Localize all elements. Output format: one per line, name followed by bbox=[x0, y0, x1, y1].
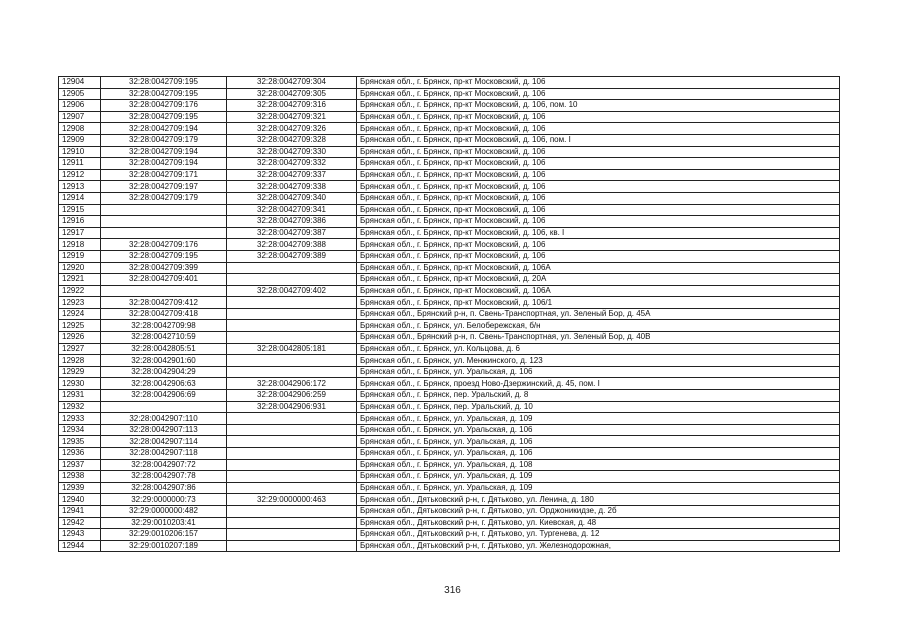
cell-row-number: 12906 bbox=[59, 100, 101, 112]
cell-row-number: 12933 bbox=[59, 413, 101, 425]
cell-cadastral-number: 32:28:0042709:195 bbox=[101, 77, 227, 89]
table-row bbox=[59, 482, 840, 494]
cell-related-cadastral-number bbox=[227, 471, 357, 483]
cell-related-cadastral-number: 32:28:0042709:389 bbox=[227, 250, 357, 262]
cell-address: Брянская обл., г. Брянск, пр-кт Московский, д. 106 bbox=[357, 77, 840, 89]
cell-related-cadastral-number: 32:28:0042709:387 bbox=[227, 227, 357, 239]
cell-row-number: 12914 bbox=[59, 192, 101, 204]
cell-address: Брянская обл., г. Брянск, пр-кт Московский, д. 106 bbox=[357, 111, 840, 123]
cell-address: Брянская обл., г. Брянск, пр-кт Московский, д. 106 bbox=[357, 169, 840, 181]
table-row bbox=[59, 517, 840, 529]
cell-cadastral-number: 32:28:0042709:195 bbox=[101, 111, 227, 123]
cell-row-number: 12920 bbox=[59, 262, 101, 274]
cell-cadastral-number: 32:28:0042906:69 bbox=[101, 390, 227, 402]
cell-related-cadastral-number: 32:28:0042709:337 bbox=[227, 169, 357, 181]
cell-related-cadastral-number: 32:28:0042709:328 bbox=[227, 134, 357, 146]
cell-related-cadastral-number: 32:28:0042709:305 bbox=[227, 88, 357, 100]
cell-related-cadastral-number bbox=[227, 413, 357, 425]
table-row bbox=[59, 134, 840, 146]
cell-cadastral-number: 32:28:0042709:195 bbox=[101, 250, 227, 262]
cell-cadastral-number: 32:29:0010207:189 bbox=[101, 540, 227, 552]
cell-related-cadastral-number bbox=[227, 297, 357, 309]
cell-row-number: 12905 bbox=[59, 88, 101, 100]
table-row bbox=[59, 355, 840, 367]
table-row bbox=[59, 378, 840, 390]
table-row bbox=[59, 297, 840, 309]
cell-row-number: 12919 bbox=[59, 250, 101, 262]
cell-cadastral-number: 32:28:0042907:110 bbox=[101, 413, 227, 425]
cell-address: Брянская обл., г. Брянск, ул. Уральская, д. 109 bbox=[357, 471, 840, 483]
cell-related-cadastral-number bbox=[227, 320, 357, 332]
cell-related-cadastral-number: 32:28:0042709:321 bbox=[227, 111, 357, 123]
cell-row-number: 12926 bbox=[59, 332, 101, 344]
cell-row-number: 12938 bbox=[59, 471, 101, 483]
table-row bbox=[59, 181, 840, 193]
cell-related-cadastral-number: 32:28:0042709:304 bbox=[227, 77, 357, 89]
cell-related-cadastral-number: 32:28:0042906:259 bbox=[227, 390, 357, 402]
cell-cadastral-number: 32:28:0042709:179 bbox=[101, 192, 227, 204]
cell-related-cadastral-number bbox=[227, 262, 357, 274]
cell-cadastral-number: 32:28:0042709:171 bbox=[101, 169, 227, 181]
cell-row-number: 12918 bbox=[59, 239, 101, 251]
cell-address: Брянская обл., г. Брянск, проезд Ново-Дзержинский, д. 45, пом. I bbox=[357, 378, 840, 390]
cell-cadastral-number: 32:28:0042709:98 bbox=[101, 320, 227, 332]
cell-cadastral-number: 32:29:0000000:482 bbox=[101, 505, 227, 517]
cell-cadastral-number bbox=[101, 285, 227, 297]
cell-row-number: 12911 bbox=[59, 158, 101, 170]
cell-cadastral-number: 32:29:0000000:73 bbox=[101, 494, 227, 506]
cell-row-number: 12936 bbox=[59, 448, 101, 460]
cell-address: Брянская обл., г. Брянск, пр-кт Московский, д. 106А bbox=[357, 285, 840, 297]
cell-related-cadastral-number bbox=[227, 366, 357, 378]
cell-row-number: 12925 bbox=[59, 320, 101, 332]
cell-cadastral-number: 32:28:0042709:418 bbox=[101, 308, 227, 320]
cell-address: Брянская обл., г. Брянск, пр-кт Московский, д. 106 bbox=[357, 239, 840, 251]
table-row bbox=[59, 227, 840, 239]
cell-cadastral-number: 32:28:0042907:78 bbox=[101, 471, 227, 483]
cell-address: Брянская обл., г. Брянск, ул. Уральская, д. 109 bbox=[357, 482, 840, 494]
table-row bbox=[59, 192, 840, 204]
cell-row-number: 12942 bbox=[59, 517, 101, 529]
cell-address: Брянская обл., Брянский р-н, п. Свень-Транспортная, ул. Зеленый Бор, д. 45А bbox=[357, 308, 840, 320]
cell-cadastral-number: 32:28:0042907:72 bbox=[101, 459, 227, 471]
cell-address: Брянская обл., г. Брянск, пр-кт Московский, д. 106 bbox=[357, 216, 840, 228]
cell-address: Брянская обл., г. Брянск, ул. Уральская, д. 106 bbox=[357, 448, 840, 460]
cell-cadastral-number: 32:28:0042907:113 bbox=[101, 424, 227, 436]
cell-cadastral-number: 32:28:0042901:60 bbox=[101, 355, 227, 367]
table-row bbox=[59, 424, 840, 436]
table-row bbox=[59, 459, 840, 471]
table-row bbox=[59, 390, 840, 402]
cell-address: Брянская обл., г. Брянск, пр-кт Московский, д. 106 bbox=[357, 158, 840, 170]
cell-related-cadastral-number bbox=[227, 529, 357, 541]
cell-cadastral-number: 32:28:0042709:194 bbox=[101, 158, 227, 170]
cell-cadastral-number: 32:28:0042709:412 bbox=[101, 297, 227, 309]
cell-related-cadastral-number: 32:28:0042709:402 bbox=[227, 285, 357, 297]
table-row bbox=[59, 285, 840, 297]
cell-address: Брянская обл., г. Брянск, пр-кт Московский, д. 106, пом. I bbox=[357, 134, 840, 146]
table-row bbox=[59, 471, 840, 483]
cell-address: Брянская обл., г. Брянск, ул. Уральская, д. 108 bbox=[357, 459, 840, 471]
table-row bbox=[59, 204, 840, 216]
cell-row-number: 12908 bbox=[59, 123, 101, 135]
table-row bbox=[59, 111, 840, 123]
cell-row-number: 12930 bbox=[59, 378, 101, 390]
cell-related-cadastral-number bbox=[227, 459, 357, 471]
cell-cadastral-number: 32:28:0042805:51 bbox=[101, 343, 227, 355]
table-row bbox=[59, 274, 840, 286]
cell-related-cadastral-number: 32:28:0042709:386 bbox=[227, 216, 357, 228]
cell-cadastral-number: 32:28:0042904:29 bbox=[101, 366, 227, 378]
cell-row-number: 12922 bbox=[59, 285, 101, 297]
cell-address: Брянская обл., г. Брянск, пер. Уральский, д. 8 bbox=[357, 390, 840, 402]
cell-cadastral-number: 32:28:0042906:63 bbox=[101, 378, 227, 390]
cell-related-cadastral-number: 32:28:0042709:340 bbox=[227, 192, 357, 204]
cell-cadastral-number: 32:28:0042709:399 bbox=[101, 262, 227, 274]
cell-address: Брянская обл., г. Брянск, пр-кт Московский, д. 106 bbox=[357, 88, 840, 100]
cell-address: Брянская обл., г. Брянск, ул. Уральская, д. 106 bbox=[357, 366, 840, 378]
table-row bbox=[59, 494, 840, 506]
cell-related-cadastral-number: 32:28:0042709:326 bbox=[227, 123, 357, 135]
cell-row-number: 12929 bbox=[59, 366, 101, 378]
cell-address: Брянская обл., г. Брянск, пр-кт Московский, д. 106, кв. I bbox=[357, 227, 840, 239]
cell-address: Брянская обл., Дятьковский р-н, г. Дятьково, ул. Орджоникидзе, д. 2б bbox=[357, 505, 840, 517]
cell-related-cadastral-number: 32:28:0042709:338 bbox=[227, 181, 357, 193]
cell-related-cadastral-number bbox=[227, 424, 357, 436]
cell-related-cadastral-number bbox=[227, 540, 357, 552]
cell-address: Брянская обл., г. Брянск, ул. Уральская, д. 106 bbox=[357, 424, 840, 436]
cell-cadastral-number: 32:29:0010203:41 bbox=[101, 517, 227, 529]
cell-related-cadastral-number bbox=[227, 448, 357, 460]
cell-row-number: 12944 bbox=[59, 540, 101, 552]
table-row bbox=[59, 366, 840, 378]
cell-address: Брянская обл., г. Брянск, пр-кт Московский, д. 106 bbox=[357, 146, 840, 158]
table-row bbox=[59, 169, 840, 181]
cell-related-cadastral-number: 32:28:0042709:388 bbox=[227, 239, 357, 251]
cell-row-number: 12917 bbox=[59, 227, 101, 239]
cell-row-number: 12939 bbox=[59, 482, 101, 494]
table-row bbox=[59, 540, 840, 552]
cell-address: Брянская обл., Дятьковский р-н, г. Дятьково, ул. Ленина, д. 180 bbox=[357, 494, 840, 506]
cell-cadastral-number: 32:28:0042907:118 bbox=[101, 448, 227, 460]
cell-cadastral-number bbox=[101, 227, 227, 239]
cell-cadastral-number: 32:28:0042709:179 bbox=[101, 134, 227, 146]
cell-related-cadastral-number bbox=[227, 436, 357, 448]
cell-cadastral-number: 32:28:0042709:194 bbox=[101, 146, 227, 158]
cell-cadastral-number bbox=[101, 216, 227, 228]
cell-cadastral-number: 32:28:0042709:197 bbox=[101, 181, 227, 193]
cell-cadastral-number: 32:29:0010206:157 bbox=[101, 529, 227, 541]
cell-address: Брянская обл., г. Брянск, пр-кт Московский, д. 20А bbox=[357, 274, 840, 286]
table-row bbox=[59, 308, 840, 320]
cell-related-cadastral-number: 32:28:0042709:330 bbox=[227, 146, 357, 158]
cell-row-number: 12935 bbox=[59, 436, 101, 448]
cell-row-number: 12904 bbox=[59, 77, 101, 89]
table-row bbox=[59, 529, 840, 541]
cell-related-cadastral-number bbox=[227, 274, 357, 286]
cell-row-number: 12915 bbox=[59, 204, 101, 216]
cell-row-number: 12931 bbox=[59, 390, 101, 402]
table-row bbox=[59, 216, 840, 228]
cell-cadastral-number bbox=[101, 204, 227, 216]
cell-row-number: 12909 bbox=[59, 134, 101, 146]
cell-row-number: 12924 bbox=[59, 308, 101, 320]
table-row bbox=[59, 505, 840, 517]
cell-address: Брянская обл., г. Брянск, пер. Уральский, д. 10 bbox=[357, 401, 840, 413]
table-row bbox=[59, 413, 840, 425]
table-row bbox=[59, 250, 840, 262]
cell-row-number: 12912 bbox=[59, 169, 101, 181]
cell-related-cadastral-number: 32:28:0042805:181 bbox=[227, 343, 357, 355]
table-row bbox=[59, 320, 840, 332]
cell-related-cadastral-number: 32:28:0042906:931 bbox=[227, 401, 357, 413]
cell-row-number: 12923 bbox=[59, 297, 101, 309]
table-row bbox=[59, 100, 840, 112]
cell-address: Брянская обл., Брянский р-н, п. Свень-Транспортная, ул. Зеленый Бор, д. 40В bbox=[357, 332, 840, 344]
cell-address: Брянская обл., Дятьковский р-н, г. Дятьково, ул. Железнодорожная, bbox=[357, 540, 840, 552]
cell-address: Брянская обл., Дятьковский р-н, г. Дятьково, ул. Киевская, д. 48 bbox=[357, 517, 840, 529]
table-row bbox=[59, 401, 840, 413]
table-row bbox=[59, 88, 840, 100]
page-number: 316 bbox=[444, 585, 461, 596]
cell-related-cadastral-number: 32:29:0000000:463 bbox=[227, 494, 357, 506]
cell-related-cadastral-number bbox=[227, 308, 357, 320]
table-row bbox=[59, 332, 840, 344]
cell-cadastral-number: 32:28:0042709:195 bbox=[101, 88, 227, 100]
cell-address: Брянская обл., г. Брянск, пр-кт Московский, д. 106/1 bbox=[357, 297, 840, 309]
cell-cadastral-number: 32:28:0042710:59 bbox=[101, 332, 227, 344]
cell-row-number: 12910 bbox=[59, 146, 101, 158]
cell-address: Брянская обл., г. Брянск, пр-кт Московский, д. 106 bbox=[357, 250, 840, 262]
table-row bbox=[59, 239, 840, 251]
cell-related-cadastral-number: 32:28:0042709:341 bbox=[227, 204, 357, 216]
cell-row-number: 12941 bbox=[59, 505, 101, 517]
table-row bbox=[59, 343, 840, 355]
cell-cadastral-number: 32:28:0042709:401 bbox=[101, 274, 227, 286]
cell-address: Брянская обл., г. Брянск, ул. Уральская, д. 106 bbox=[357, 436, 840, 448]
cell-cadastral-number: 32:28:0042709:176 bbox=[101, 239, 227, 251]
cell-row-number: 12907 bbox=[59, 111, 101, 123]
cell-address: Брянская обл., Дятьковский р-н, г. Дятьково, ул. Тургенева, д. 12 bbox=[357, 529, 840, 541]
cell-related-cadastral-number bbox=[227, 332, 357, 344]
cell-address: Брянская обл., г. Брянск, пр-кт Московский, д. 106, пом. 10 bbox=[357, 100, 840, 112]
table-row bbox=[59, 158, 840, 170]
cell-related-cadastral-number bbox=[227, 355, 357, 367]
register-table bbox=[58, 76, 840, 552]
register-table-body bbox=[59, 77, 840, 552]
cell-address: Брянская обл., г. Брянск, ул. Уральская, д. 109 bbox=[357, 413, 840, 425]
cell-cadastral-number: 32:28:0042709:194 bbox=[101, 123, 227, 135]
cell-row-number: 12921 bbox=[59, 274, 101, 286]
cell-related-cadastral-number bbox=[227, 517, 357, 529]
table-row bbox=[59, 436, 840, 448]
cell-address: Брянская обл., г. Брянск, ул. Белобережская, б/н bbox=[357, 320, 840, 332]
cell-row-number: 12940 bbox=[59, 494, 101, 506]
cell-address: Брянская обл., г. Брянск, пр-кт Московский, д. 106 bbox=[357, 123, 840, 135]
table-row bbox=[59, 146, 840, 158]
cell-address: Брянская обл., г. Брянск, пр-кт Московский, д. 106А bbox=[357, 262, 840, 274]
cell-row-number: 12928 bbox=[59, 355, 101, 367]
cell-cadastral-number: 32:28:0042907:114 bbox=[101, 436, 227, 448]
cell-related-cadastral-number: 32:28:0042906:172 bbox=[227, 378, 357, 390]
cell-address: Брянская обл., г. Брянск, пр-кт Московский, д. 106 bbox=[357, 192, 840, 204]
cell-row-number: 12937 bbox=[59, 459, 101, 471]
cell-cadastral-number bbox=[101, 401, 227, 413]
cell-row-number: 12927 bbox=[59, 343, 101, 355]
cell-related-cadastral-number: 32:28:0042709:332 bbox=[227, 158, 357, 170]
cell-related-cadastral-number bbox=[227, 505, 357, 517]
cell-cadastral-number: 32:28:0042709:176 bbox=[101, 100, 227, 112]
cell-related-cadastral-number: 32:28:0042709:316 bbox=[227, 100, 357, 112]
cell-row-number: 12932 bbox=[59, 401, 101, 413]
table-row bbox=[59, 262, 840, 274]
table-row bbox=[59, 448, 840, 460]
cell-address: Брянская обл., г. Брянск, ул. Кольцова, д. 6 bbox=[357, 343, 840, 355]
cell-row-number: 12916 bbox=[59, 216, 101, 228]
cell-related-cadastral-number bbox=[227, 482, 357, 494]
cell-address: Брянская обл., г. Брянск, ул. Менжинского, д. 123 bbox=[357, 355, 840, 367]
cell-row-number: 12943 bbox=[59, 529, 101, 541]
table-row bbox=[59, 123, 840, 135]
cell-address: Брянская обл., г. Брянск, пр-кт Московский, д. 106 bbox=[357, 181, 840, 193]
cell-address: Брянская обл., г. Брянск, пр-кт Московский, д. 106 bbox=[357, 204, 840, 216]
cell-row-number: 12913 bbox=[59, 181, 101, 193]
cell-row-number: 12934 bbox=[59, 424, 101, 436]
table-row bbox=[59, 77, 840, 89]
cell-cadastral-number: 32:28:0042907:86 bbox=[101, 482, 227, 494]
